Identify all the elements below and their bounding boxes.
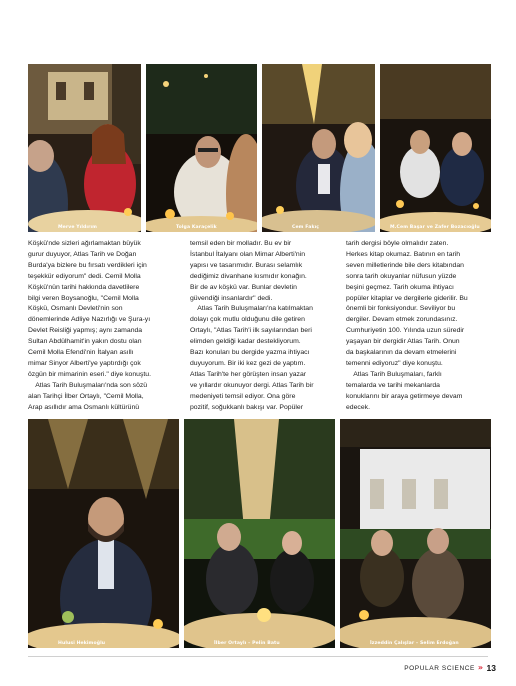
text-line: beşini geçmez. Tarih okuma ihtiyacı [346, 283, 454, 291]
text-line: medeniyeti temsil ediyor. Ona göre [190, 392, 296, 400]
text-line: temalarda ve tarihi mekanlarda [346, 381, 440, 389]
text-line: dediğimiz divanhane kısmıdır konağın. [190, 272, 307, 280]
text-line: elimden geldiği kadar destekliyorum. [190, 338, 301, 346]
text-line: teşekkür ediyorum" dedi. Cemil Molla [28, 272, 141, 280]
footer-arrow-icon: » [477, 663, 483, 672]
text-line: da başkalarının da devam etmelerini [346, 349, 457, 357]
photo-hulusi-hekimoglu [28, 419, 179, 648]
text-line: Atlas Tarih Buluşmaları'na katılmaktan [190, 305, 313, 313]
photo-caption: Cem Fakıç [292, 225, 320, 230]
photo-caption: İzzeddin Çalışlar – Selim Erdoğan [370, 641, 459, 646]
text-line: temenni ediyoruz" diye konuştu. [346, 359, 443, 367]
text-line: Köşkü, Osmanlı Devleti'nin son [28, 305, 123, 313]
text-line: popüler kitaplar ve dergilerle giderilir. Bu [346, 294, 468, 302]
photo-caption: İlber Ortaylı – Pelin Batu [214, 641, 280, 646]
article-column-1 [28, 239, 174, 414]
text-line: edecek. [346, 403, 370, 411]
text-line: yaşayan bir dergidir Atlas Tarih. Onun [346, 338, 460, 346]
photo-image [262, 64, 375, 232]
text-line: Ortaylı, "Atlas Tarih'i ilk sayılarından beri [190, 327, 312, 335]
text-line: mimar Sinyor Alberti'ye yaptırdığı çok [28, 359, 141, 367]
article-column-3 [346, 239, 492, 414]
photo-izzeddin-calislar-selim-erdogan [340, 419, 491, 648]
text-line: Burda'ya bizlere bu fırsatı verdikleri için [28, 261, 147, 269]
text-line: Bir de av köşkü var. Bunlar devletin [190, 283, 297, 291]
photo-image [184, 419, 335, 648]
photo-caption: Merve Yıldırım [58, 225, 98, 230]
text-line: konuklarını bir araya getirmeye devam [346, 392, 463, 400]
text-line: Köşkü'nde sizleri ağırlamaktan büyük [28, 240, 141, 247]
text-line: dolayı çok mutlu olduğunu dile getiren [190, 316, 305, 324]
photo-ilber-ortayli-pelin-batu [184, 419, 335, 648]
text-line: Sultan Abdülhamit'in yakın dostu olan [28, 338, 142, 346]
photo-caption: Tolga Karaçelik [176, 225, 217, 230]
photo-image [28, 419, 179, 648]
text-line: dergiler. Devam etmek zorundasınız. [346, 316, 458, 324]
text-line: dönemlerinde Adliye Nazırlığı ve Şura-yı [28, 316, 151, 324]
text-line: Bazı konuları bu dergide yazma ihtiyacı [190, 349, 310, 357]
text-line: ve yıllardır okunuyor dergi. Atlas Tarih bir [190, 381, 314, 389]
article-column-2 [190, 239, 336, 414]
text-line: önemli bir fonksiyondur. Seviliyor bu [346, 305, 456, 313]
text-line: Devlet Reisliği yapmış; aynı zamanda [28, 327, 143, 335]
text-line: Herkes kitap okumaz. Batının en tarih [346, 250, 461, 258]
text-line: Atlas Tarih Buluşmaları, farklı [346, 370, 442, 378]
text-line: Atlas Tarih'te her görüşten insan yazar [190, 370, 307, 378]
photo-tolga-karacelik [146, 64, 257, 232]
text-line: İstanbul İtalyanı olan Mimar Alberti'nin [190, 250, 306, 258]
text-line: özgün bir mimarinin eseri." diye konuştu. [28, 370, 152, 378]
text-line: seven milletlerinde bile ders kitabından [346, 261, 464, 269]
text-line: Atlas Tarih Buluşmaları'nda son sözü [28, 381, 148, 389]
footer-divider [28, 656, 488, 657]
text-line: yapısı ve tasarımıdır. Burası selamlık [190, 261, 303, 269]
text-line: temsil eden bir molladır. Bu ev bir [190, 240, 292, 247]
text-line: Köşkü'nün tarihi hakkında davetlilere [28, 283, 140, 291]
photo-cem-fakic [262, 64, 375, 232]
photo-caption: M.Cem Başar ve Zafer Bozacıoğlu [390, 225, 480, 230]
footer-magazine-name: POPULAR SCIENCE [404, 665, 475, 672]
text-line: sonra tarih okuyanlar nüfusun yüzde [346, 272, 457, 280]
text-line: duyuyorum. Bir iki kez gezi de yaptım. [190, 359, 306, 367]
photo-merve-yildirim [28, 64, 141, 232]
text-line: tarih dergisi böyle olmalıdır zaten. [346, 240, 449, 247]
photo-caption: Hulusi Hekimoğlu [58, 641, 106, 646]
photo-image [28, 64, 141, 232]
text-line: Cemil Molla Efendi'nin İtalyan asıllı [28, 349, 134, 357]
text-line: gurur duyuyor, Atlas Tarih ve Doğan [28, 250, 137, 258]
photo-image [146, 64, 257, 232]
photo-image [340, 419, 491, 648]
photo-cem-basar-zafer-bozacioglu [380, 64, 491, 232]
text-line: güvendiği insanlardır" dedi. [190, 294, 273, 302]
text-line: Cumhuriyetin 100. Yılında uzun süredir [346, 327, 465, 335]
text-line: bilgi veren Boysanoğlu, "Cemil Molla [28, 294, 139, 302]
photo-image [380, 64, 491, 232]
text-line: pozitif, soğukkanlı bakışı var. Popüler [190, 403, 303, 411]
text-line: alan Tarihçi İlber Ortaylı, "Cemil Molla, [28, 392, 144, 400]
page-number: 13 [486, 663, 496, 673]
text-line: Arap asıllıdır ama Osmanlı kültürünü [28, 403, 140, 411]
